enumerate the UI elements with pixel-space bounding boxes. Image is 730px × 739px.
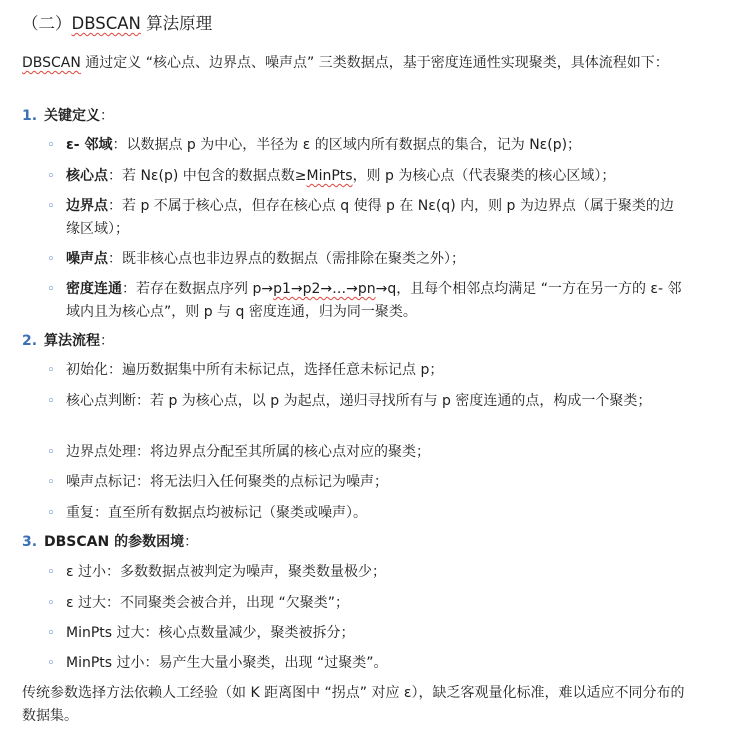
list-item: MinPts 过大：核心点数量减少，聚类被拆分； [66,625,355,641]
closing-paragraph: 传统参数选择方法依赖人工经验（如 K 距离图中 “拐点” 对应 ε），缺乏客观量化标准，难以适应不同分布的数据集。 [22,685,685,724]
heading-suffix: 算法原理 [140,14,213,33]
list-item: 密度连通：若存在数据点序列 p→p1→p2→…→pn→q，且每个相邻点均满足 “一方在另一方的 ε- 邻域内且为核心点”，则 p 与 q 密度连通，归为同一聚类。 [66,281,682,320]
bullet-icon: ◦ [47,445,55,460]
list-item: 初始化：遍历数据集中所有未标记点，选择任意未标记点 p； [66,362,444,378]
section-heading [22,11,212,37]
intro-text: 通过定义 “核心点、边界点、噪声点” 三类数据点，基于密度连通性实现聚类，具体流程如下： [80,55,669,71]
bullet-icon: ◦ [47,282,55,297]
list-item: ε 过小：多数数据点被判定为噪声，聚类数量极少； [66,564,387,580]
list-item: 噪声点：既非核心点也非边界点的数据点（需排除在聚类之外）； [66,251,465,267]
heading-prefix: （二） [22,14,72,33]
bullet-icon: ◦ [47,138,55,153]
list-item: ε 过大：不同聚类会被合并，出现 “欠聚类”； [66,595,349,611]
bullet-icon: ◦ [47,199,55,214]
list-item: 边界点处理：将边界点分配至其所属的核心点对应的聚类； [66,444,430,460]
list-item: 重复：直至所有数据点均被标记（聚类或噪声）。 [66,505,367,521]
bullet-icon: ◦ [47,656,55,671]
intro-paragraph [22,52,687,75]
bullet-icon: ◦ [47,363,55,378]
list-item: 核心点判断：若 p 为核心点，以 p 为起点，递归寻找所有与 p 密度连通的点，构成一个聚类； [66,393,652,409]
bullet-icon: ◦ [47,565,55,580]
list-number: 1. [22,108,38,124]
list-item: MinPts 过小：易产生大量小聚类，出现 “过聚类”。 [66,655,388,671]
list-number: 2. [22,333,38,349]
list-item: 噪声点标记：将无法归入任何聚类的点标记为噪声； [66,474,388,490]
list-item: ε- 邻域：以数据点 p 为中心，半径为 ε 的区域内所有数据点的集合，记为 Nε(p)； [66,137,582,153]
bullet-icon: ◦ [47,626,55,641]
intro-term: DBSCAN [22,55,81,71]
section-title: DBSCAN 的参数困境： [44,534,199,550]
list-item: 核心点：若 Nε(p) 中包含的数据点数≥MinPts，则 p 为核心点（代表聚类的核心区域）； [66,168,616,184]
section-title: 算法流程： [44,333,114,349]
bullet-icon: ◦ [47,596,55,611]
bullet-icon: ◦ [47,394,55,409]
section-title: 关键定义： [44,108,114,124]
list-item: 边界点：若 p 不属于核心点，但存在核心点 q 使得 p 在 Nε(q) 内，则 p 为边界点（属于聚类的边缘区域）； [66,198,674,237]
bullet-icon: ◦ [47,252,55,267]
bullet-icon: ◦ [47,169,55,184]
heading-term: DBSCAN [71,14,141,33]
list-number: 3. [22,534,38,550]
bullet-icon: ◦ [47,475,55,490]
bullet-icon: ◦ [47,506,55,521]
